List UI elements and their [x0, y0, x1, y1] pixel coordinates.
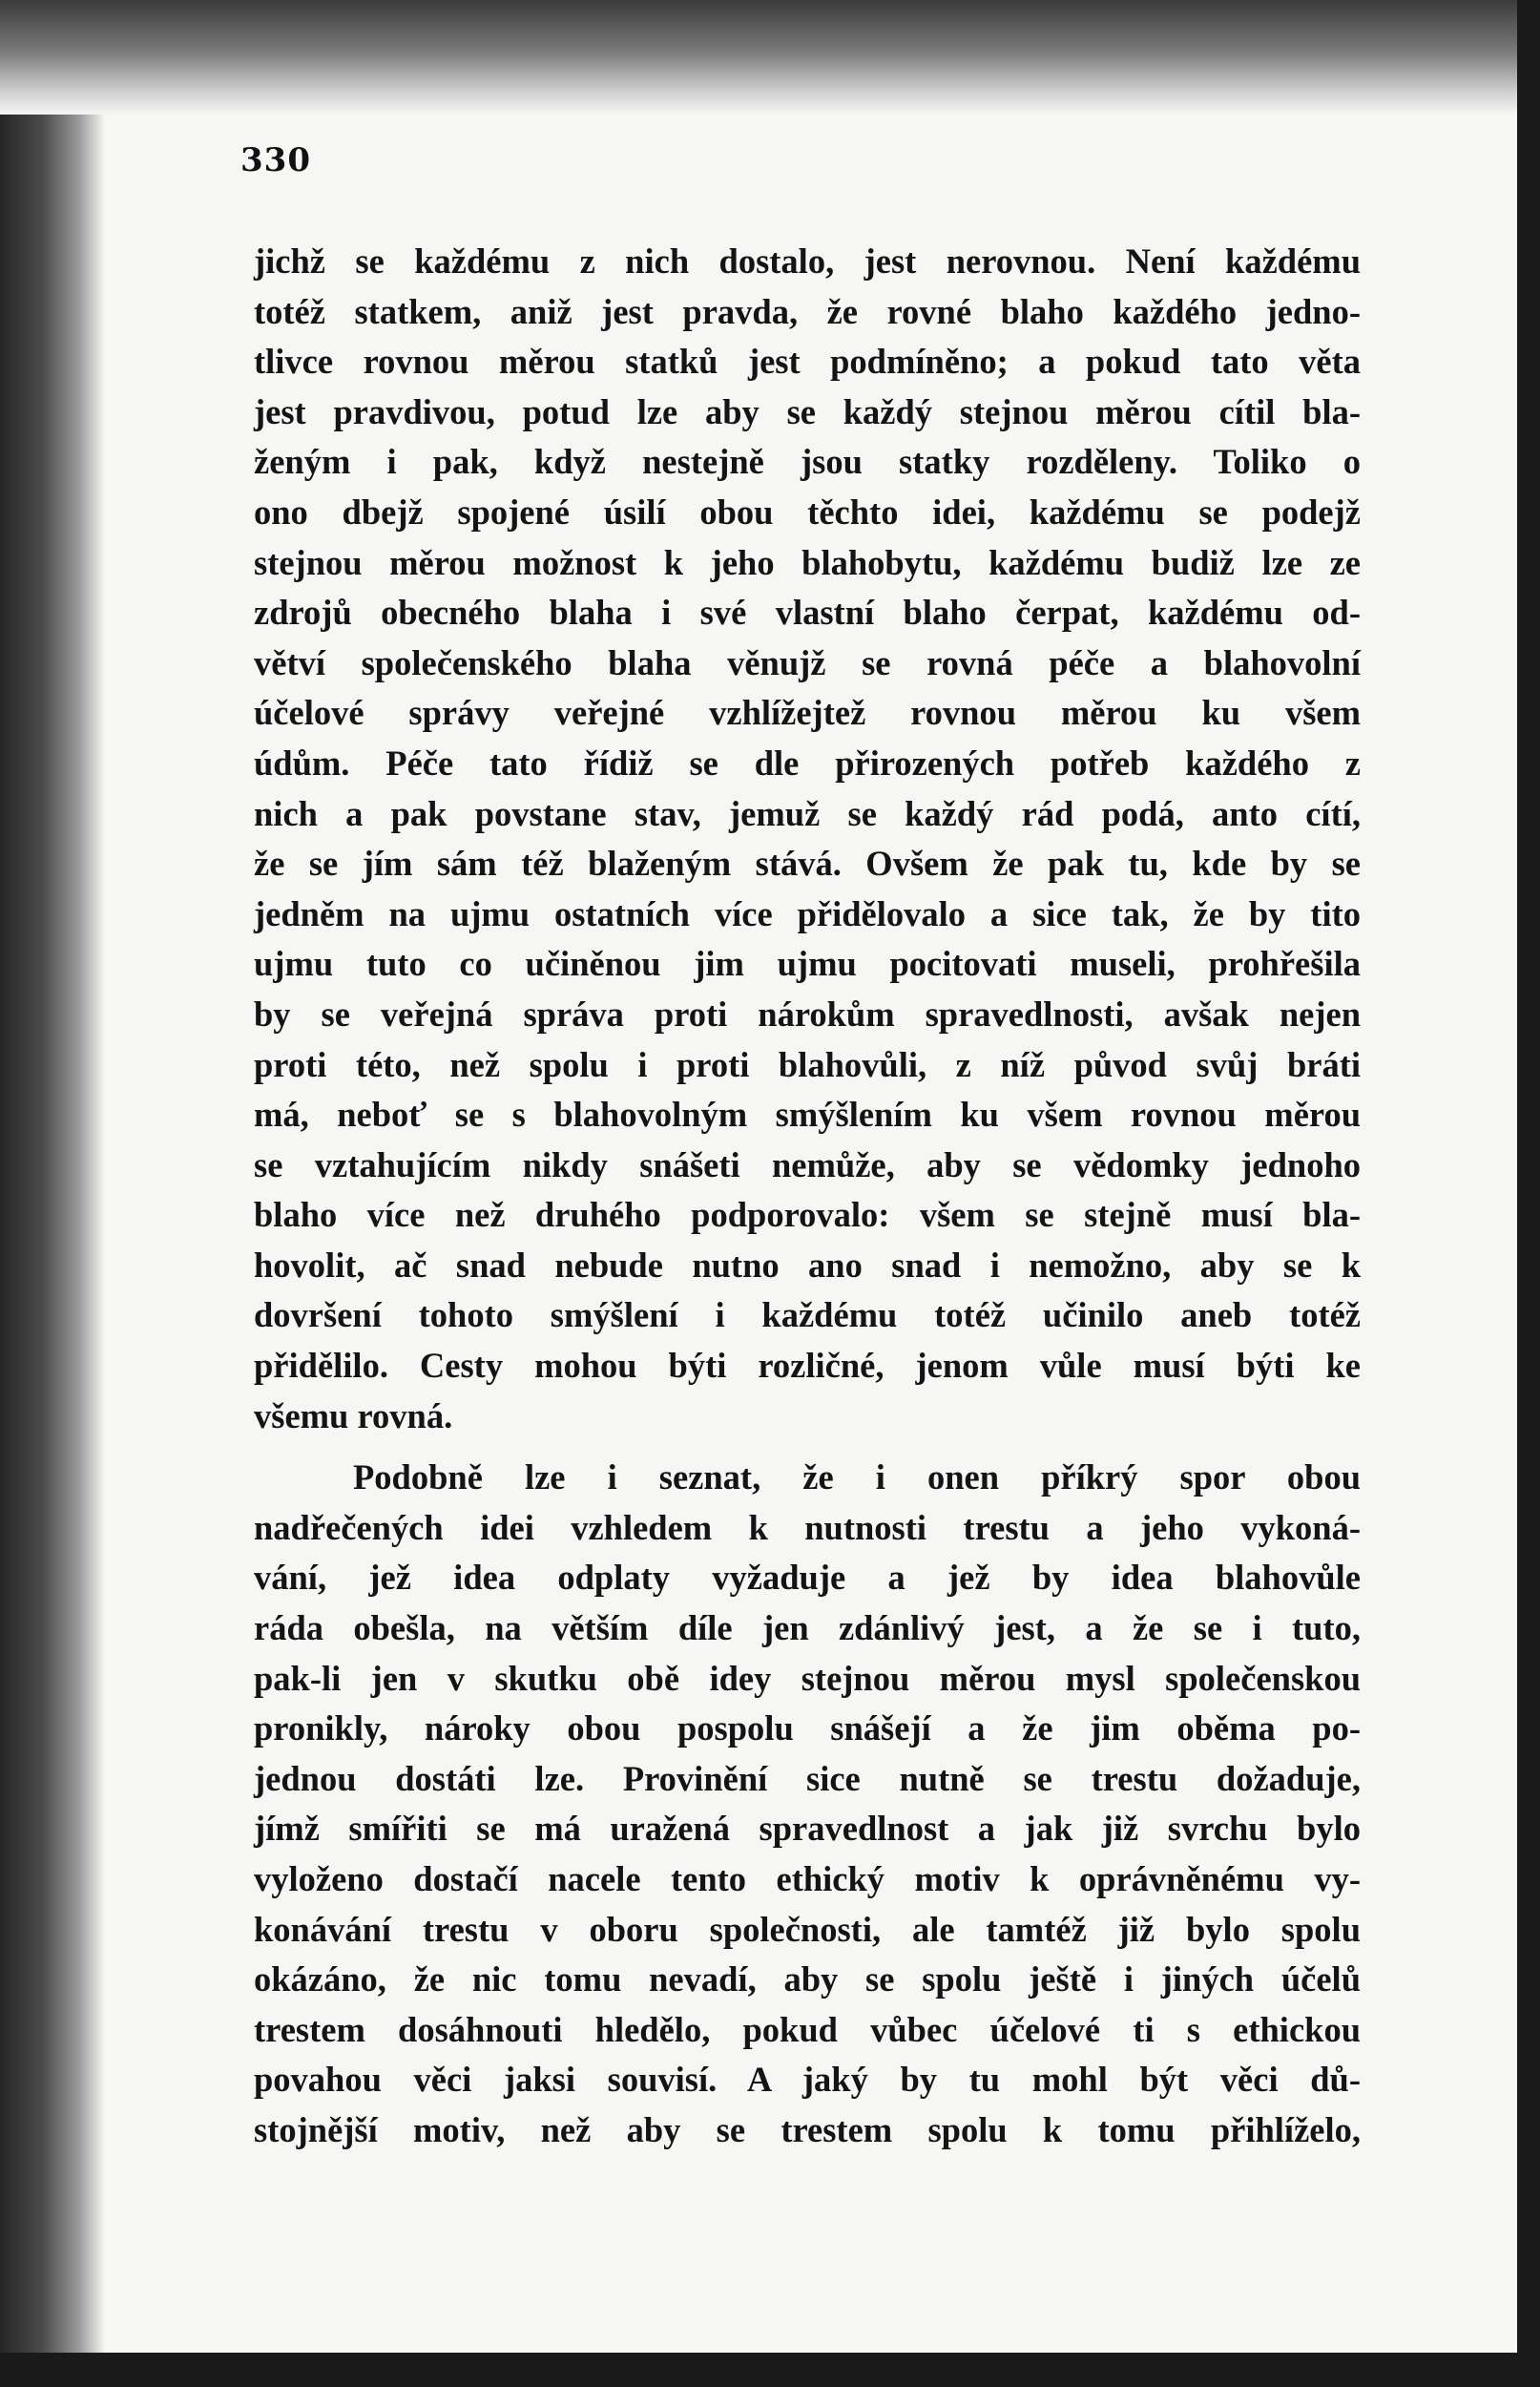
text-line: jednou dostáti lze. Provinění sice nutně se trestu dožaduje, — [254, 1758, 1361, 1798]
body-text — [254, 237, 1361, 2156]
text-line: stejnou měrou možnost k jeho blahobytu, každému budiž lze ze — [254, 542, 1361, 582]
paragraph — [254, 237, 1361, 1441]
scan-edge-bottom — [0, 2353, 1540, 2387]
text-line: účelové správy veřejné vzhlížejtež rovnou měrou ku všem — [254, 693, 1361, 733]
text-line: vyloženo dostačí nacele tento ethický motiv k oprávněnému vy- — [254, 1859, 1361, 1898]
text-line: dovršení tohoto smýšlení i každému totéž učinilo aneb totéž — [254, 1295, 1361, 1335]
text-line: má, neboť se s blahovolným smýšlením ku všem rovnou měrou — [254, 1095, 1361, 1135]
page-number: 330 — [240, 141, 311, 179]
text-line: ono dbejž spojené úsilí obou těchto idei, každému se podejž — [254, 492, 1361, 532]
paragraph-gap — [254, 1441, 1361, 1453]
text-line: jímž smířiti se má uražená spravedlnost a jak již svrchu bylo — [254, 1809, 1361, 1849]
text-line: pak-li jen v skutku obě idey stejnou měrou mysl společenskou — [254, 1658, 1361, 1698]
text-line: ženým i pak, když nestejně jsou statky rozděleny. Toliko o — [254, 442, 1361, 482]
text-line: jedněm na ujmu ostatních více přidělovalo a sice tak, že by tito — [254, 893, 1361, 933]
scan-edge-right — [1517, 0, 1540, 2387]
scan-shadow-top — [0, 0, 1540, 115]
text-line: pronikly, nároky obou pospolu snášejí a že jim oběma po- — [254, 1708, 1361, 1748]
paragraph — [254, 1453, 1361, 2155]
text-line: se vztahujícím nikdy snášeti nemůže, aby se vědomky jednoho — [254, 1144, 1361, 1184]
text-line: proti této, než spolu i proti blahovůli, z níž původ svůj bráti — [254, 1044, 1361, 1084]
text-line: stojnější motiv, než aby se trestem spolu k tomu přihlíželo, — [254, 2109, 1361, 2149]
text-line: že se jím sám též blaženým stává. Ovšem že pak tu, kde by se — [254, 844, 1361, 884]
text-line: vání, jež idea odplaty vyžaduje a jež by idea blahovůle — [254, 1558, 1361, 1598]
scan-shadow-left — [0, 0, 105, 2387]
text-line: větví společenského blaha věnujž se rovná péče a blahovolní — [254, 642, 1361, 682]
text-line: přidělilo. Cesty mohou býti rozličné, jenom vůle musí býti ke — [254, 1346, 1361, 1386]
text-line: ujmu tuto co učiněnou jim ujmu pocitovati museli, prohřešila — [254, 944, 1361, 984]
text-line: by se veřejná správa proti nárokům spravedlnosti, avšak nejen — [254, 994, 1361, 1034]
text-line: ráda obešla, na větším díle jen zdánlivý jest, a že se i tuto, — [254, 1608, 1361, 1648]
text-line: hovolit, ač snad nebude nutno ano snad i nemožno, aby se k — [254, 1245, 1361, 1285]
text-line: tlivce rovnou měrou statků jest podmíněno; a pokud tato věta — [254, 342, 1361, 382]
text-line: okázáno, že nic tomu nevadí, aby se spolu ještě i jiných účelů — [254, 1959, 1361, 2000]
text-line: totéž statkem, aniž jest pravda, že rovné blaho každého jedno- — [254, 291, 1361, 331]
text-line: všemu rovná. — [254, 1395, 453, 1435]
text-line: údům. Péče tato řídiž se dle přirozených potřeb každého z — [254, 743, 1361, 783]
text-line: nich a pak povstane stav, jemuž se každý rád podá, anto cítí, — [254, 793, 1361, 833]
text-line: blaho více než druhého podporovalo: všem se stejně musí bla- — [254, 1195, 1361, 1235]
text-line: nadřečených idei vzhledem k nutnosti trestu a jeho vykoná- — [254, 1507, 1361, 1547]
text-line: trestem dosáhnouti hledělo, pokud vůbec účelové ti s ethickou — [254, 2009, 1361, 2049]
text-line: konávání trestu v oboru společnosti, ale tamtéž již bylo spolu — [254, 1909, 1361, 1949]
text-line: Podobně lze i seznat, že i onen příkrý spor obou — [353, 1457, 1361, 1497]
text-line: zdrojů obecného blaha i své vlastní blaho čerpat, každému od- — [254, 593, 1361, 633]
text-line: povahou věci jaksi souvisí. A jaký by tu mohl být věci dů- — [254, 2060, 1361, 2100]
text-line: jichž se každému z nich dostalo, jest nerovnou. Není každému — [254, 241, 1361, 281]
text-line: jest pravdivou, potud lze aby se každý stejnou měrou cítil bla- — [254, 391, 1361, 431]
